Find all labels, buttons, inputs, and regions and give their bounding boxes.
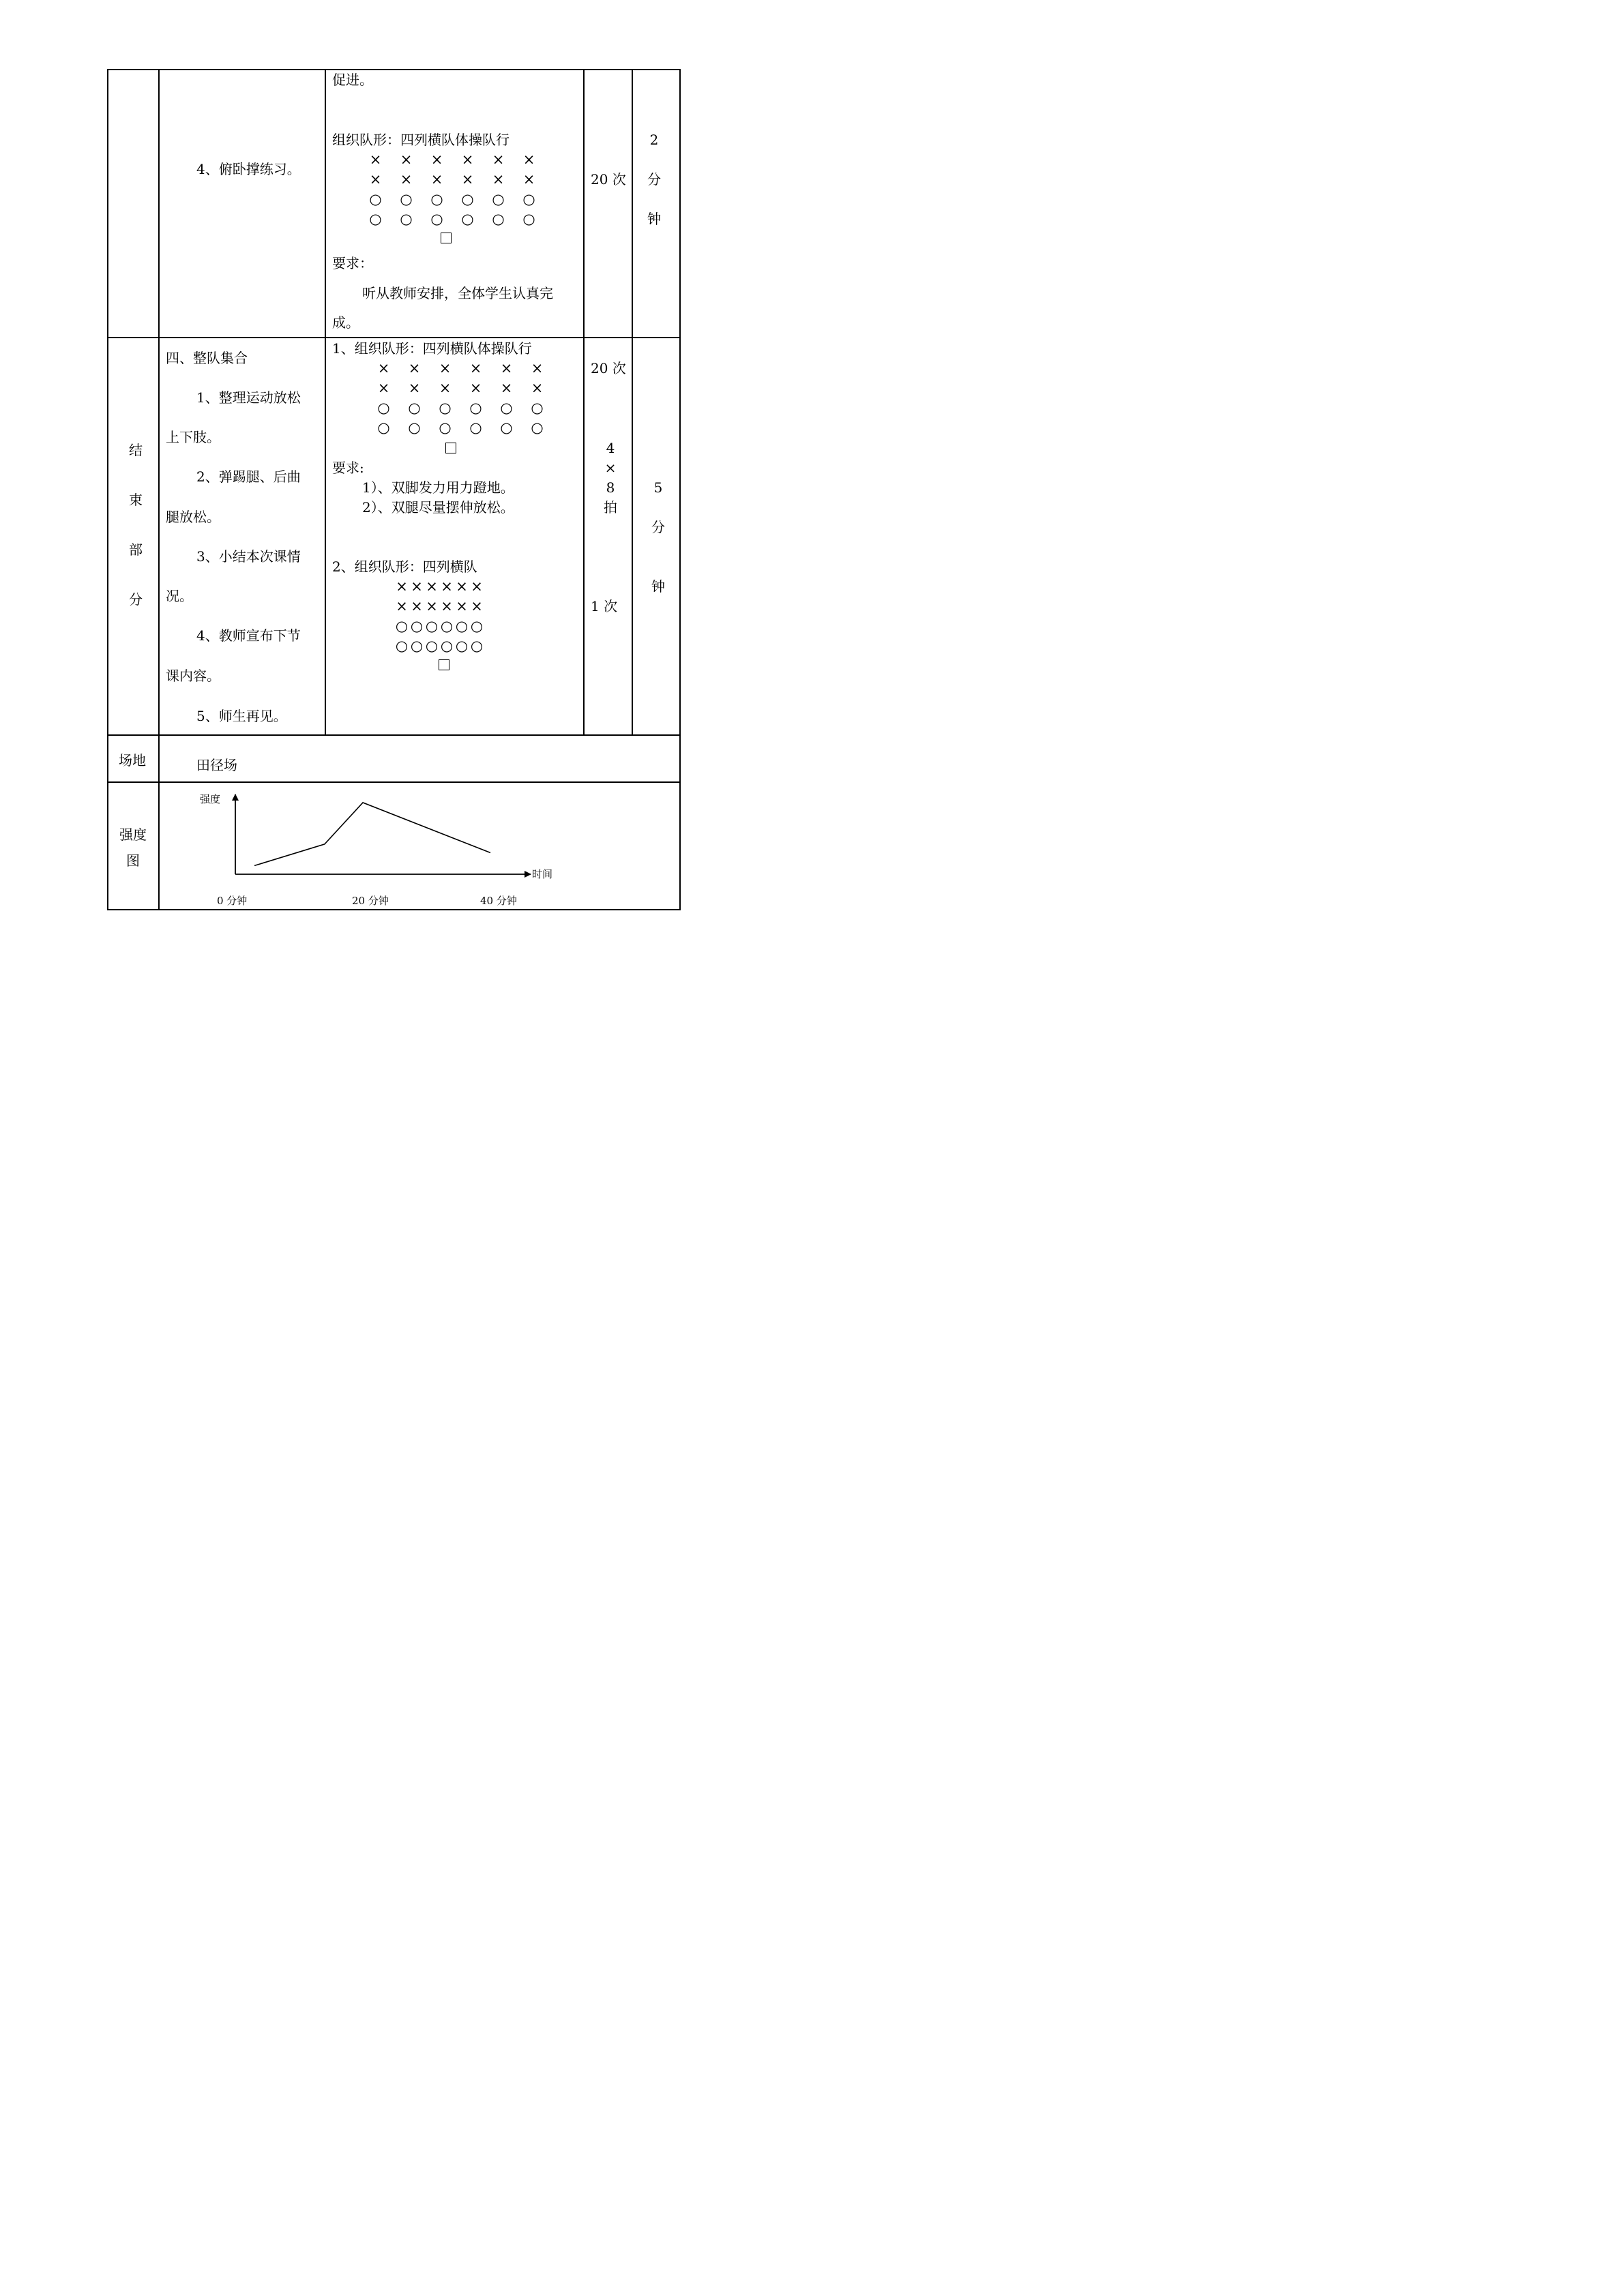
student-circle-icon: ○: [531, 400, 544, 416]
student-circle-icon: ○: [461, 191, 474, 207]
intensity-line: [254, 803, 490, 865]
organization-formation-label: 组织队形：四列横队体操队行: [332, 132, 510, 148]
formation-row-crosses: [360, 173, 544, 187]
student-cross-icon: ×: [411, 578, 423, 595]
student-cross-icon: ×: [522, 171, 535, 188]
student-circle-icon: ○: [410, 618, 424, 634]
content-item: 2、弹踢腿、后曲: [196, 468, 301, 485]
student-circle-icon: ○: [500, 400, 513, 416]
grid-line: [679, 69, 681, 910]
student-circle-icon: ○: [430, 211, 443, 227]
section-char: 束: [129, 492, 143, 508]
student-circle-icon: ○: [440, 618, 454, 634]
student-cross-icon: ×: [430, 151, 443, 168]
organization-formation-label: 2、组织队形：四列横队: [332, 558, 477, 575]
grid-line: [107, 337, 681, 338]
student-circle-icon: ○: [430, 191, 443, 207]
student-cross-icon: ×: [430, 171, 443, 188]
content-title: 四、整队集合: [166, 350, 248, 366]
duration-char: 钟: [651, 578, 665, 595]
content-item-cont: 腿放松。: [166, 509, 220, 525]
requirement-text: 听从教师安排，全体学生认真完: [362, 285, 553, 301]
grid-line: [583, 69, 585, 735]
student-cross-icon: ×: [500, 360, 513, 376]
grid-line: [107, 734, 681, 736]
student-cross-icon: ×: [492, 171, 505, 188]
duration-char: 分: [647, 171, 661, 188]
x-tick-label: 40 分钟: [480, 895, 517, 907]
student-circle-icon: ○: [531, 419, 544, 436]
content-item: 1、整理运动放松: [196, 389, 301, 406]
student-cross-icon: ×: [456, 598, 468, 614]
student-cross-icon: ×: [531, 360, 544, 376]
student-cross-icon: ×: [400, 171, 413, 188]
requirement-item: 1）、双脚发力用力蹬地。: [362, 479, 514, 496]
student-cross-icon: ×: [531, 380, 544, 396]
practice-content: 4、俯卧撑练习。: [196, 161, 301, 177]
student-cross-icon: ×: [461, 171, 474, 188]
student-cross-icon: ×: [492, 151, 505, 168]
intensity-chart: [159, 782, 679, 909]
student-circle-icon: ○: [425, 618, 439, 634]
formation-row-crosses: [394, 599, 484, 614]
student-circle-icon: ○: [369, 191, 382, 207]
duration-char: 5: [653, 479, 663, 496]
student-circle-icon: ○: [377, 400, 390, 416]
student-cross-icon: ×: [400, 151, 413, 168]
student-cross-icon: ×: [439, 360, 452, 376]
student-cross-icon: ×: [396, 598, 408, 614]
student-cross-icon: ×: [439, 380, 452, 396]
student-cross-icon: ×: [408, 360, 421, 376]
grid-line: [107, 69, 108, 910]
student-circle-icon: ○: [400, 211, 413, 227]
formation-row-crosses: [360, 153, 544, 167]
student-circle-icon: ○: [470, 618, 484, 634]
grid-line: [107, 69, 681, 70]
student-circle-icon: ○: [522, 211, 535, 227]
student-circle-icon: ○: [395, 638, 409, 654]
intensity-label-line: 图: [126, 852, 140, 869]
student-circle-icon: ○: [522, 191, 535, 207]
x-tick-label: 20 分钟: [352, 895, 389, 907]
student-circle-icon: ○: [492, 211, 505, 227]
content-item: 5、师生再见。: [196, 708, 287, 724]
student-cross-icon: ×: [377, 360, 390, 376]
organization-formation-label: 1、组织队形：四列横队体操队行: [332, 340, 532, 357]
student-cross-icon: ×: [411, 598, 423, 614]
student-cross-icon: ×: [377, 380, 390, 396]
teacher-square-icon: [439, 659, 449, 670]
content-item: 3、小结本次课情: [196, 548, 301, 565]
student-cross-icon: ×: [461, 151, 474, 168]
student-circle-icon: ○: [408, 419, 421, 436]
venue-label: 场地: [119, 752, 146, 769]
formation-row-crosses: [368, 361, 552, 376]
duration-char: 钟: [647, 211, 661, 227]
student-circle-icon: ○: [439, 419, 452, 436]
repetition-count: 20 次: [591, 360, 626, 376]
content-item-cont: 课内容。: [166, 668, 220, 684]
student-circle-icon: ○: [410, 638, 424, 654]
grid-line: [107, 909, 681, 910]
student-circle-icon: ○: [377, 419, 390, 436]
student-circle-icon: ○: [469, 400, 482, 416]
method-continuation: 促进。: [332, 72, 373, 88]
formation-row-circles: [368, 421, 552, 435]
student-circle-icon: ○: [425, 638, 439, 654]
student-cross-icon: ×: [469, 360, 482, 376]
content-item-cont: 上下肢。: [166, 429, 220, 445]
grid-line: [325, 69, 326, 735]
formation-diagram-compact: [394, 580, 490, 675]
formation-row-crosses: [394, 580, 484, 594]
duration-char: 分: [651, 519, 665, 535]
student-cross-icon: ×: [441, 598, 453, 614]
student-circle-icon: ○: [455, 618, 469, 634]
duration: [651, 481, 666, 600]
formation-diagram: [360, 153, 537, 248]
section-char: 部: [129, 541, 143, 558]
student-circle-icon: ○: [395, 618, 409, 634]
duration: [647, 133, 662, 239]
section-char: 结: [129, 442, 143, 458]
beat-count-char: 4: [606, 440, 615, 456]
student-cross-icon: ×: [408, 380, 421, 396]
student-cross-icon: ×: [369, 151, 382, 168]
student-cross-icon: ×: [426, 598, 438, 614]
student-circle-icon: ○: [439, 400, 452, 416]
formation-row-circles: [394, 619, 484, 633]
requirement-item: 2）、双腿尽量摆伸放松。: [362, 499, 514, 516]
venue-value: 田径场: [196, 757, 237, 773]
student-circle-icon: ○: [461, 211, 474, 227]
teacher-square-icon: [441, 233, 452, 243]
duration-char: 2: [649, 132, 659, 148]
student-circle-icon: ○: [500, 419, 513, 436]
requirement-label: 要求：: [332, 255, 373, 271]
student-cross-icon: ×: [500, 380, 513, 396]
student-cross-icon: ×: [396, 578, 408, 595]
student-circle-icon: ○: [400, 191, 413, 207]
student-cross-icon: ×: [471, 578, 483, 595]
content-item-cont: 况。: [166, 588, 193, 604]
beat-count-char: ×: [604, 460, 617, 476]
requirement-text-cont: 成。: [332, 314, 359, 331]
x-axis-label: 时间: [532, 868, 553, 880]
formation-row-circles: [360, 212, 544, 226]
beat-count-char: 8: [606, 479, 615, 496]
student-cross-icon: ×: [456, 578, 468, 595]
requirement-label: 要求:: [332, 460, 364, 476]
student-circle-icon: ○: [455, 638, 469, 654]
section-char: 分: [129, 591, 143, 608]
teacher-square-icon: [445, 443, 456, 453]
student-circle-icon: ○: [408, 400, 421, 416]
student-circle-icon: ○: [440, 638, 454, 654]
intensity-label: [112, 828, 154, 869]
formation-row-circles: [368, 401, 552, 415]
student-cross-icon: ×: [469, 380, 482, 396]
beat-count-char: 拍: [604, 499, 617, 516]
student-cross-icon: ×: [369, 171, 382, 188]
intensity-label-line: 强度: [119, 826, 147, 843]
repetition-count: 20 次: [591, 171, 626, 188]
y-axis-label: 强度: [200, 793, 221, 805]
student-circle-icon: ○: [492, 191, 505, 207]
formation-row-crosses: [368, 381, 552, 396]
formation-diagram: [368, 361, 546, 457]
student-cross-icon: ×: [522, 151, 535, 168]
repetition-count: 1 次: [591, 598, 618, 614]
beat-count: [603, 441, 618, 516]
student-cross-icon: ×: [441, 578, 453, 595]
grid-line: [632, 69, 633, 735]
student-circle-icon: ○: [369, 211, 382, 227]
student-cross-icon: ×: [471, 598, 483, 614]
content-item: 4、教师宣布下节: [196, 627, 301, 644]
student-cross-icon: ×: [426, 578, 438, 595]
student-circle-icon: ○: [470, 638, 484, 654]
student-circle-icon: ○: [469, 419, 482, 436]
x-tick-label: 0 分钟: [217, 895, 248, 907]
section-label: [126, 443, 146, 613]
formation-row-circles: [394, 639, 484, 653]
formation-row-circles: [360, 192, 544, 207]
